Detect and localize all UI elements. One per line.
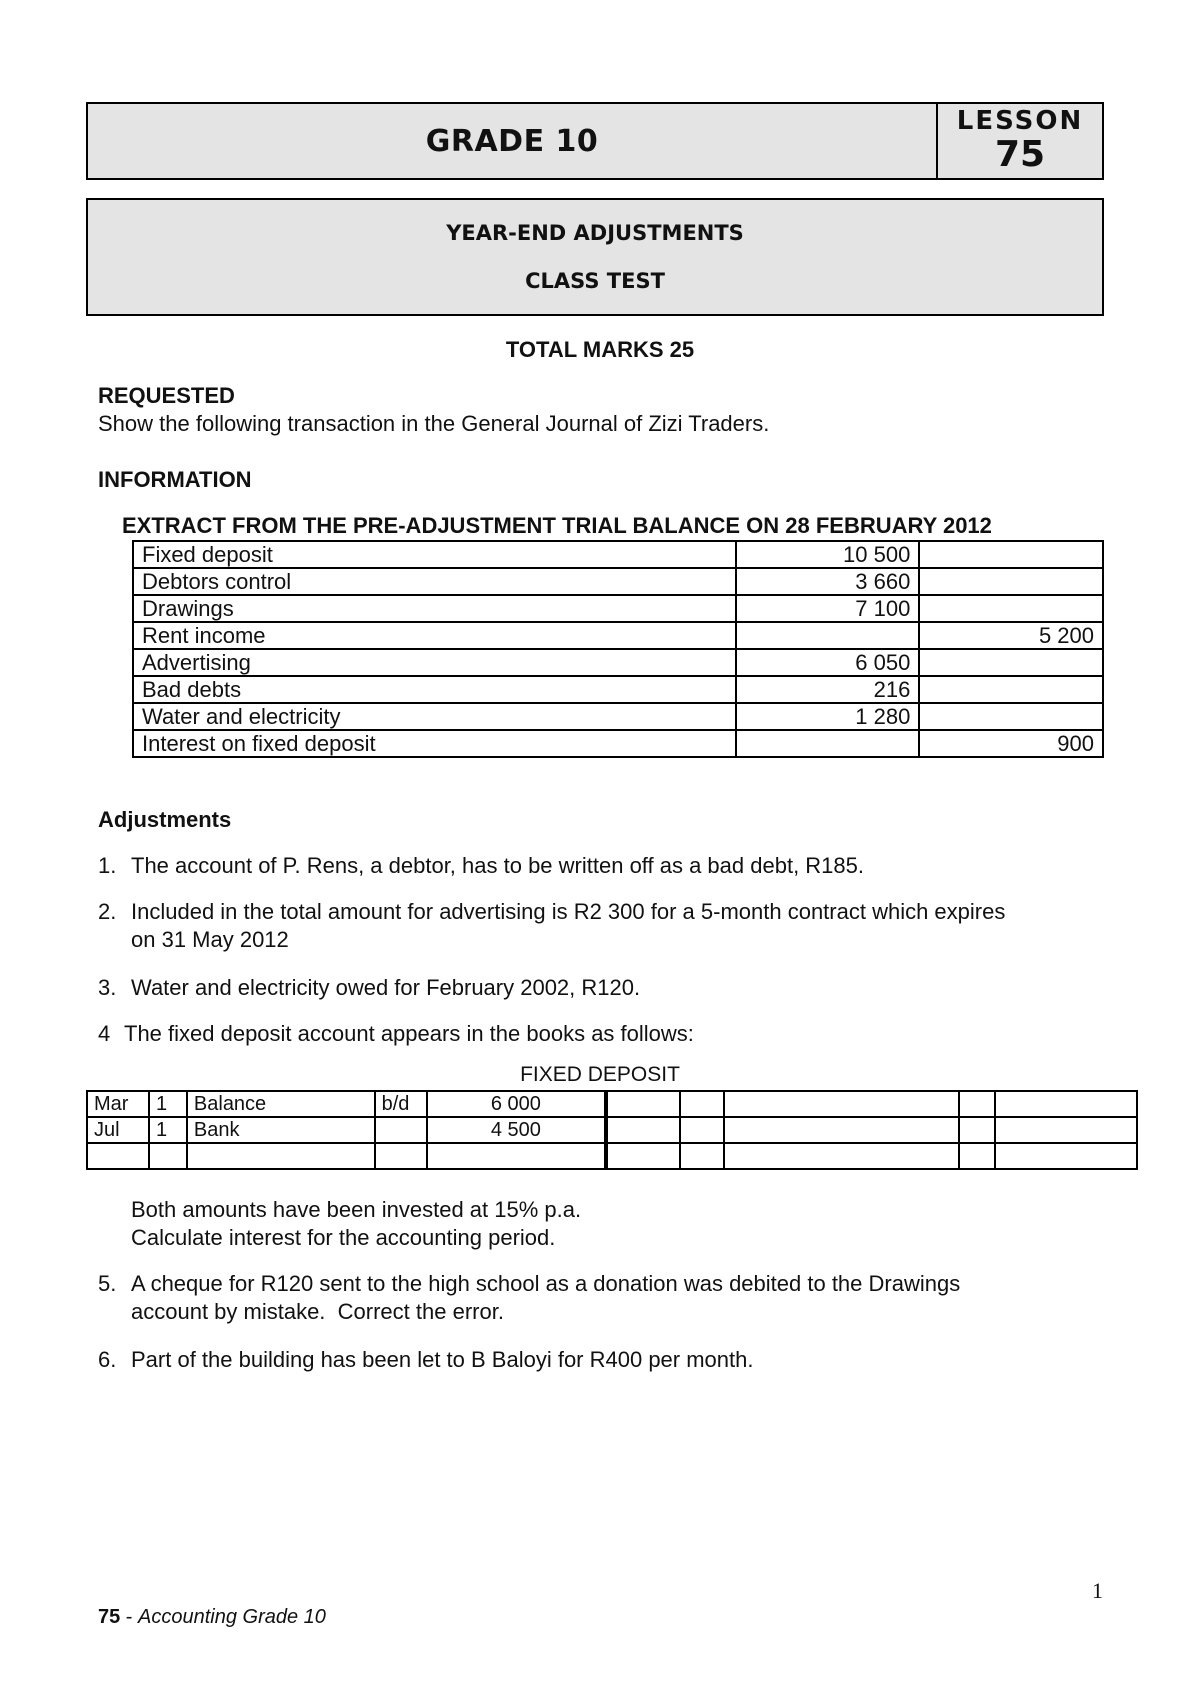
adjustment-item-6 — [98, 1346, 1108, 1374]
credit-fol-cell — [959, 1117, 995, 1143]
trial-balance-title: EXTRACT FROM THE PRE-ADJUSTMENT TRIAL BALANCE ON 28 FEBRUARY 2012 — [122, 513, 992, 538]
footer-separator: - — [120, 1606, 139, 1628]
credit-cell — [919, 703, 1103, 730]
credit-cell — [919, 595, 1103, 622]
after-ledger-line-2: Calculate interest for the accounting period. — [131, 1225, 556, 1250]
credit-month-cell — [606, 1143, 680, 1169]
trial-balance-row — [133, 730, 1103, 757]
debit-fol-cell — [375, 1143, 427, 1169]
debit-day-cell: 1 — [149, 1117, 187, 1143]
item-number: 4 — [98, 1021, 111, 1046]
debit-cell: 1 280 — [736, 703, 920, 730]
credit-fol-cell — [959, 1143, 995, 1169]
credit-cell: 900 — [919, 730, 1103, 757]
credit-day-cell — [680, 1143, 724, 1169]
debit-amount-cell — [427, 1143, 607, 1169]
ledger-row — [87, 1091, 1137, 1117]
debit-cell — [736, 730, 920, 757]
adjustments-heading: Adjustments — [98, 807, 232, 832]
debit-cell: 3 660 — [736, 568, 920, 595]
lesson-number: 75 — [994, 133, 1046, 175]
credit-cell — [919, 676, 1103, 703]
test-title: CLASS TEST — [525, 269, 665, 293]
lesson-label: LESSON — [956, 106, 1084, 137]
trial-balance-row — [133, 541, 1103, 568]
account-cell: Fixed deposit — [133, 541, 736, 568]
item-text-line-1: Included in the total amount for advertising is R2 300 for a 5-month contract which expires — [131, 899, 1006, 924]
grade-title: GRADE 10 — [425, 123, 599, 159]
credit-amount-cell — [995, 1091, 1137, 1117]
item-number: 6. — [98, 1347, 117, 1372]
debit-cell — [736, 622, 920, 649]
information-heading: INFORMATION — [98, 467, 252, 492]
adjustment-item-2 — [98, 898, 1108, 954]
debit-day-cell: 1 — [149, 1091, 187, 1117]
item-text-line-1: A cheque for R120 sent to the high school as a donation was debited to the Drawings — [131, 1271, 961, 1296]
requested-heading: REQUESTED — [98, 383, 235, 408]
credit-amount-cell — [995, 1143, 1137, 1169]
debit-month-cell: Mar — [87, 1091, 149, 1117]
footer — [98, 1606, 326, 1629]
footer-subject: Accounting Grade 10 — [138, 1606, 326, 1628]
debit-month-cell — [87, 1143, 149, 1169]
debit-details-cell: Bank — [187, 1117, 375, 1143]
account-cell: Interest on fixed deposit — [133, 730, 736, 757]
header-box — [86, 102, 1104, 180]
ledger-title: FIXED DEPOSIT — [520, 1063, 680, 1086]
credit-cell — [919, 541, 1103, 568]
trial-balance-row — [133, 595, 1103, 622]
item-text: The account of P. Rens, a debtor, has to be written off as a bad debt, R185. — [131, 853, 865, 878]
debit-cell: 6 050 — [736, 649, 920, 676]
trial-balance-row — [133, 568, 1103, 595]
debit-fol-cell — [375, 1117, 427, 1143]
account-cell: Drawings — [133, 595, 736, 622]
item-number: 5. — [98, 1271, 117, 1296]
item-text: Water and electricity owed for February 2002, R120. — [131, 975, 641, 1000]
credit-month-cell — [606, 1091, 680, 1117]
item-text-line-2: account by mistake. Correct the error. — [131, 1299, 504, 1324]
debit-cell: 10 500 — [736, 541, 920, 568]
account-cell: Debtors control — [133, 568, 736, 595]
ledger-row — [87, 1117, 1137, 1143]
credit-cell — [919, 649, 1103, 676]
credit-day-cell — [680, 1091, 724, 1117]
page-number: 1 — [1092, 1578, 1103, 1603]
debit-details-cell: Balance — [187, 1091, 375, 1117]
trial-balance-row — [133, 703, 1103, 730]
ledger-row — [87, 1143, 1137, 1169]
footer-lesson: 75 — [98, 1606, 121, 1628]
debit-day-cell — [149, 1143, 187, 1169]
item-text-line-2: on 31 May 2012 — [131, 927, 289, 952]
account-cell: Water and electricity — [133, 703, 736, 730]
topic-title: YEAR-END ADJUSTMENTS — [446, 221, 744, 245]
credit-details-cell — [724, 1117, 959, 1143]
debit-month-cell: Jul — [87, 1117, 149, 1143]
credit-cell — [919, 568, 1103, 595]
after-ledger-line-1: Both amounts have been invested at 15% p.a. — [131, 1197, 582, 1222]
trial-balance-row — [133, 676, 1103, 703]
adjustment-item-5 — [98, 1270, 1108, 1326]
lesson-cell — [936, 104, 1102, 178]
item-number: 2. — [98, 899, 117, 924]
trial-balance-row — [133, 622, 1103, 649]
credit-amount-cell — [995, 1117, 1137, 1143]
debit-cell: 216 — [736, 676, 920, 703]
credit-day-cell — [680, 1117, 724, 1143]
adjustment-item-4 — [98, 1020, 1108, 1048]
item-number: 1. — [98, 853, 117, 878]
debit-amount-cell: 4 500 — [427, 1117, 607, 1143]
debit-details-cell — [187, 1143, 375, 1169]
total-marks: TOTAL MARKS 25 — [505, 337, 695, 362]
item-text: Part of the building has been let to B Baloyi for R400 per month. — [131, 1347, 754, 1372]
credit-fol-cell — [959, 1091, 995, 1117]
account-cell: Rent income — [133, 622, 736, 649]
item-number: 3. — [98, 975, 117, 1000]
debit-amount-cell: 6 000 — [427, 1091, 607, 1117]
credit-cell: 5 200 — [919, 622, 1103, 649]
debit-cell: 7 100 — [736, 595, 920, 622]
trial-balance-row — [133, 649, 1103, 676]
account-cell: Advertising — [133, 649, 736, 676]
credit-details-cell — [724, 1143, 959, 1169]
item-text: The fixed deposit account appears in the books as follows: — [124, 1021, 694, 1046]
adjustment-item-3 — [98, 974, 1108, 1002]
account-cell: Bad debts — [133, 676, 736, 703]
credit-month-cell — [606, 1117, 680, 1143]
trial-balance-table — [132, 540, 1104, 758]
fixed-deposit-ledger — [86, 1090, 1138, 1170]
requested-text: Show the following transaction in the General Journal of Zizi Traders. — [98, 411, 770, 436]
credit-details-cell — [724, 1091, 959, 1117]
debit-fol-cell: b/d — [375, 1091, 427, 1117]
adjustment-item-1 — [98, 852, 1108, 880]
subheader-box — [86, 198, 1104, 316]
